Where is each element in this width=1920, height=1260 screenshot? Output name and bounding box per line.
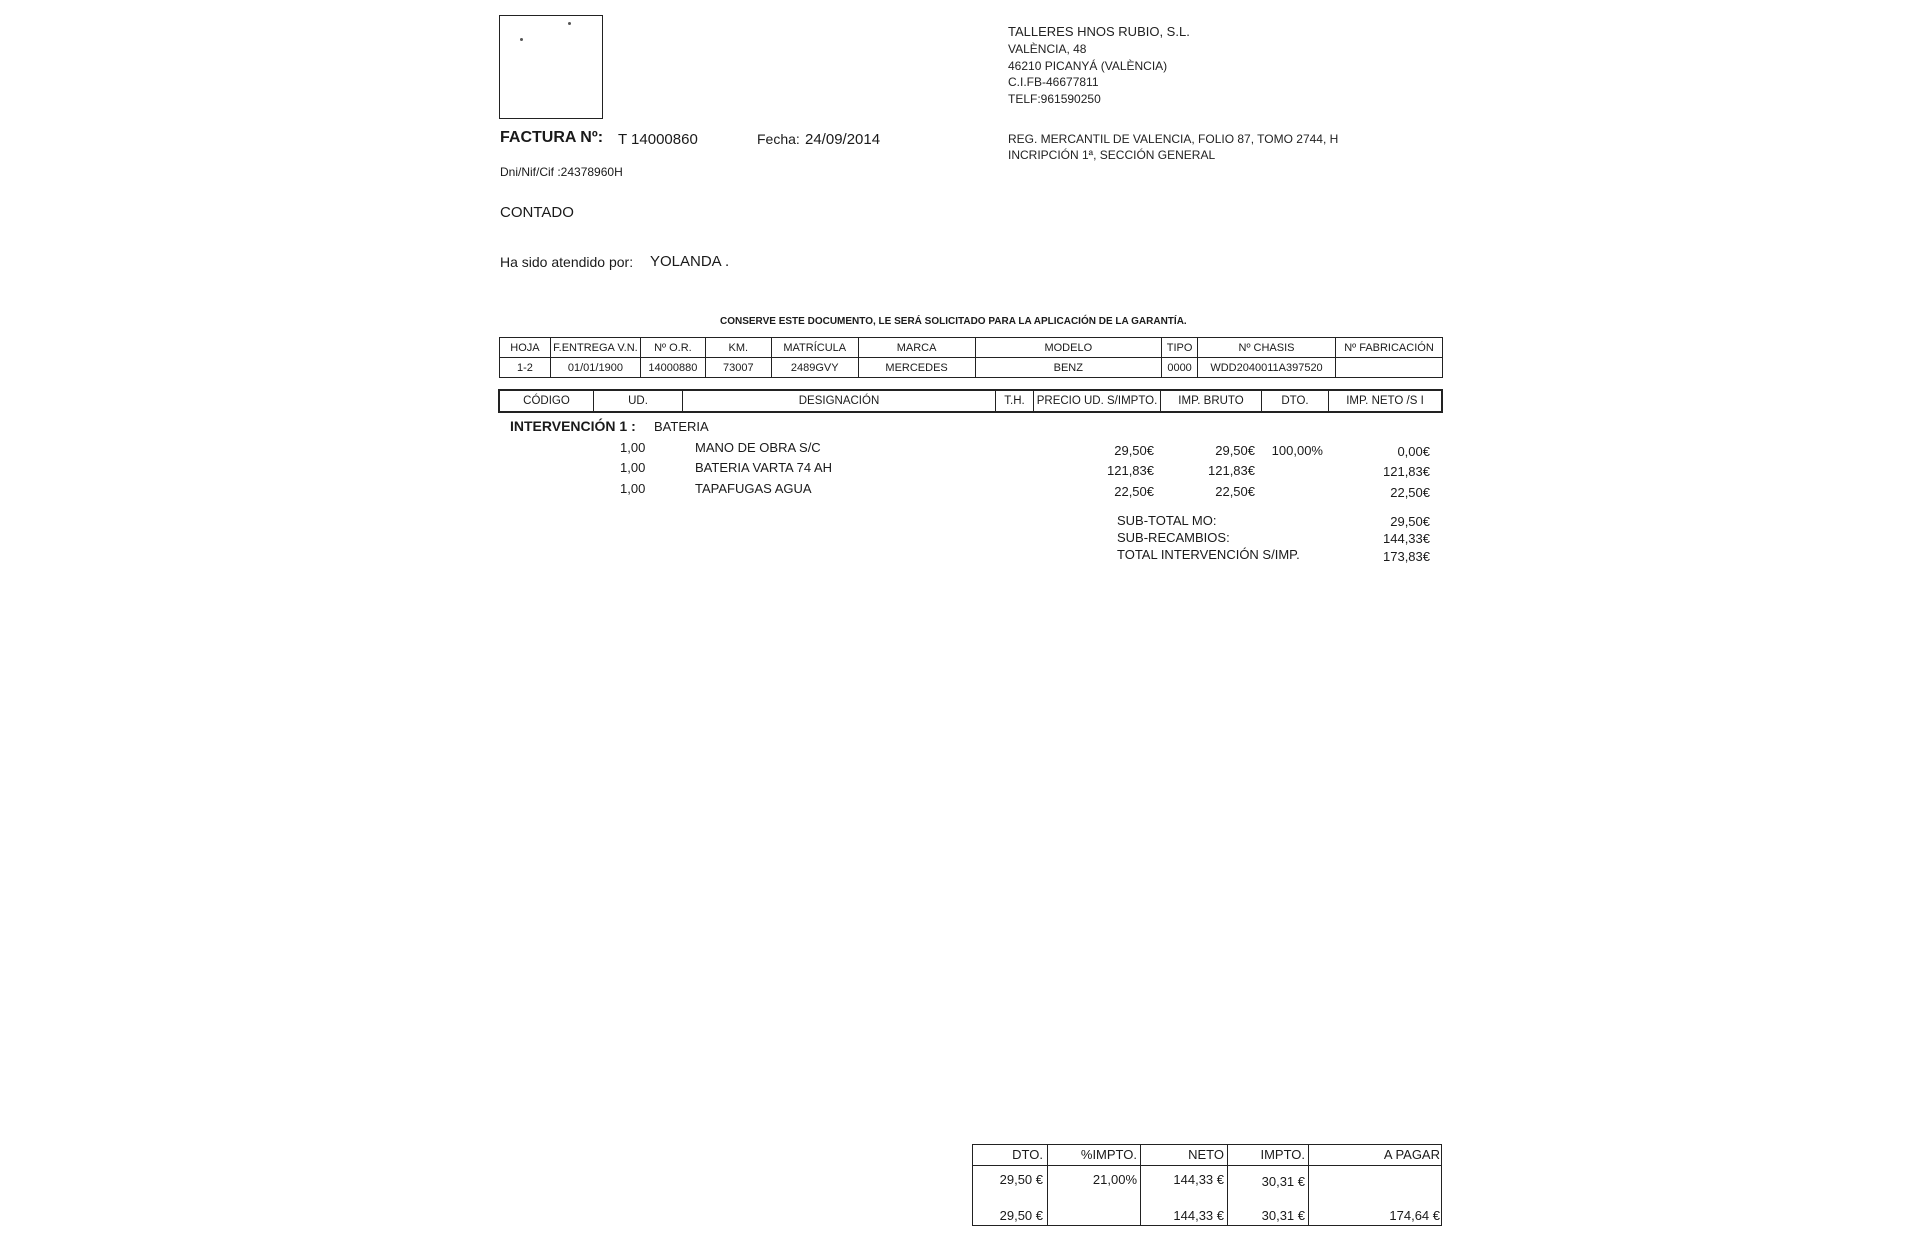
line-gross: 29,50€: [1215, 443, 1255, 458]
company-cif: C.I.FB-46677811: [1008, 75, 1099, 89]
col-header: DTO.: [1262, 391, 1329, 411]
vehicle-header: HOJA: [500, 338, 551, 358]
intervention-name: BATERIA: [654, 419, 709, 434]
subtotal-value: 144,33€: [1383, 531, 1430, 546]
vehicle-value: 73007: [705, 358, 771, 378]
totals-box: [972, 1144, 1442, 1226]
line-units: 1,00: [620, 440, 646, 455]
vehicle-header: Nº FABRICACIÓN: [1335, 338, 1442, 358]
col-header: IMP. BRUTO: [1161, 391, 1262, 411]
vehicle-value: WDD2040011A397520: [1198, 358, 1336, 378]
col-header: DESIGNACIÓN: [683, 391, 996, 411]
totals-header: IMPTO.: [1260, 1147, 1305, 1162]
totals-value: 30,31 €: [1261, 1208, 1305, 1223]
totals-divider: [1140, 1145, 1141, 1225]
subtotal-label: SUB-TOTAL MO:: [1117, 513, 1217, 528]
line-units: 1,00: [620, 460, 646, 475]
totals-value: 30,31 €: [1261, 1174, 1305, 1189]
invoice-date: 24/09/2014: [805, 131, 881, 148]
subtotal-value: 29,50€: [1390, 514, 1430, 529]
vehicle-value: 2489GVY: [771, 358, 858, 378]
totals-value: 29,50 €: [999, 1208, 1043, 1223]
col-header: CÓDIGO: [500, 391, 594, 411]
line-discount: 100,00%: [1271, 443, 1323, 458]
vehicle-header: Nº O.R.: [640, 338, 705, 358]
company-city: 46210 PICANYÁ (VALÈNCIA): [1008, 59, 1168, 73]
vehicle-table: [499, 337, 1443, 378]
col-header: UD.: [594, 391, 683, 411]
invoice-date-label: Fecha:: [757, 131, 800, 147]
line-units: 1,00: [620, 481, 646, 496]
line-net: 0,00€: [1397, 444, 1430, 459]
totals-value: 144,33 €: [1173, 1172, 1224, 1187]
intervention-label: INTERVENCIÓN 1 :: [510, 418, 636, 434]
vehicle-value: 14000880: [640, 358, 705, 378]
line-price: 29,50€: [1114, 443, 1154, 458]
subtotal-label: TOTAL INTERVENCIÓN S/IMP.: [1117, 547, 1300, 562]
subtotal-label: SUB-RECAMBIOS:: [1117, 530, 1230, 545]
customer-id: Dni/Nif/Cif :24378960H: [500, 165, 623, 179]
company-registry: INCRIPCIÓN 1ª, SECCIÓN GENERAL: [1008, 148, 1216, 162]
line-net: 22,50€: [1390, 485, 1430, 500]
vehicle-value: 1-2: [500, 358, 551, 378]
company-phone: TELF:961590250: [1008, 92, 1101, 106]
line-gross: 22,50€: [1215, 484, 1255, 499]
totals-header: NETO: [1188, 1147, 1224, 1162]
vehicle-value: MERCEDES: [858, 358, 975, 378]
company-registry: REG. MERCANTIL DE VALENCIA, FOLIO 87, TOMO 2744, H: [1008, 132, 1339, 146]
totals-value: 21,00%: [1092, 1172, 1137, 1187]
totals-amount-due: 174,64 €: [1389, 1208, 1440, 1223]
company-name: TALLERES HNOS RUBIO, S.L.: [1008, 24, 1190, 39]
attended-by: YOLANDA .: [650, 253, 730, 270]
vehicle-header-row: [500, 338, 1443, 358]
attended-label: Ha sido atendido por:: [500, 254, 634, 270]
totals-value: 144,33 €: [1173, 1208, 1224, 1223]
warranty-notice: CONSERVE ESTE DOCUMENTO, LE SERÁ SOLICITADO PARA LA APLICACIÓN DE LA GARANTÍA.: [720, 316, 1187, 327]
logo-mark: [568, 22, 571, 25]
company-address: VALÈNCIA, 48: [1008, 42, 1087, 56]
col-header: PRECIO UD. S/IMPTO.: [1034, 391, 1161, 411]
vehicle-header: MARCA: [858, 338, 975, 358]
line-price: 22,50€: [1114, 484, 1154, 499]
vehicle-header: F.ENTREGA V.N.: [550, 338, 640, 358]
vehicle-header: KM.: [705, 338, 771, 358]
invoice-number-label: FACTURA Nº:: [500, 129, 604, 146]
vehicle-header: Nº CHASIS: [1198, 338, 1336, 358]
logo-box: [499, 15, 603, 119]
vehicle-value: [1335, 358, 1442, 378]
lines-header: [498, 389, 1443, 413]
totals-divider: [1227, 1145, 1228, 1225]
vehicle-value-row: [500, 358, 1443, 378]
vehicle-header: MATRÍCULA: [771, 338, 858, 358]
line-price: 121,83€: [1107, 463, 1154, 478]
line-designation: BATERIA VARTA 74 AH: [695, 460, 833, 475]
vehicle-value: 01/01/1900: [550, 358, 640, 378]
totals-header: DTO.: [1012, 1147, 1043, 1162]
line-designation: TAPAFUGAS AGUA: [695, 481, 812, 496]
invoice-number: T 14000860: [618, 131, 698, 148]
totals-header: %IMPTO.: [1080, 1147, 1137, 1162]
totals-value: 29,50 €: [999, 1172, 1043, 1187]
totals-divider: [973, 1165, 1441, 1166]
vehicle-value: BENZ: [975, 358, 1162, 378]
logo-mark: [520, 38, 523, 41]
line-designation: MANO DE OBRA S/C: [695, 440, 821, 455]
totals-header: A PAGAR: [1383, 1147, 1440, 1162]
line-gross: 121,83€: [1208, 463, 1255, 478]
totals-divider: [1047, 1145, 1048, 1225]
line-net: 121,83€: [1383, 464, 1430, 479]
vehicle-header: TIPO: [1162, 338, 1198, 358]
subtotal-value: 173,83€: [1383, 549, 1430, 564]
col-header: T.H.: [996, 391, 1034, 411]
vehicle-header: MODELO: [975, 338, 1162, 358]
col-header: IMP. NETO /S I: [1346, 395, 1424, 407]
payment-method: CONTADO: [500, 204, 574, 221]
totals-divider: [1308, 1145, 1309, 1225]
vehicle-value: 0000: [1162, 358, 1198, 378]
